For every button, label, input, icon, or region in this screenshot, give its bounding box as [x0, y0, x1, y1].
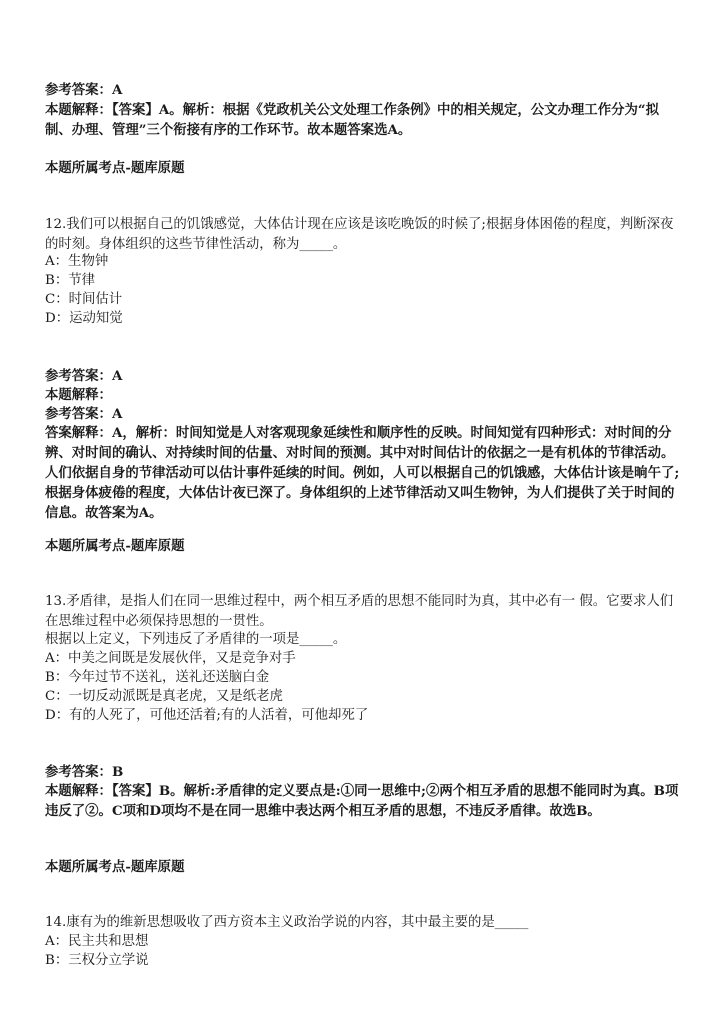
q13-option-d: D：有的人死了，可他还活着;有的人活着，可他却死了	[45, 708, 369, 723]
q13-option-c: C：一切反动派既是真老虎，又是纸老虎	[45, 689, 283, 704]
q12-option-d: D：运动知觉	[45, 311, 123, 326]
q12-source: 本题所属考点-题库原题	[45, 538, 185, 554]
q12-question: 12.我们可以根据自己的饥饿感觉，大体估计现在应该是该吃晚饭的时候了;根据身体困倦的程度，判断深夜的时刻。身体组织的这些节律性活动，称为_____。	[45, 217, 674, 252]
q13-explanation: 本题解释：【答案】B。解析:矛盾律的定义要点是:①同一思维中;②两个相互矛盾的思想不能同时为真。B项违反了②。C项和D项均不是在同一思维中表达两个相互矛盾的思想，不违反矛盾律。故选B。	[45, 783, 679, 819]
q14-question: 14.康有为的维新思想吸收了西方资本主义政治学说的内容，其中最主要的是_____	[45, 915, 529, 930]
q13-answer: 参考答案：B	[45, 764, 124, 780]
q11-source: 本题所属考点-题库原题	[45, 160, 185, 176]
q13-option-b: B：今年过节不送礼，送礼还送脑白金	[45, 670, 270, 685]
q12-explanation-label: 本题解释：	[45, 387, 112, 403]
q12-option-b: B：节律	[45, 273, 96, 288]
q14-option-b: B：三权分立学说	[45, 953, 149, 968]
q12-option-a: A：生物钟	[45, 254, 109, 269]
q13-source: 本题所属考点-题库原题	[45, 859, 185, 875]
q12-answer: 参考答案：A	[45, 368, 123, 384]
q13-prompt: 根据以上定义，下列违反了矛盾律的一项是_____。	[45, 632, 347, 647]
q11-answer: 参考答案：A	[45, 82, 123, 98]
q12-answer-repeat: 参考答案：A	[45, 406, 123, 422]
q11-explanation: 本题解释：【答案】A。解析：根据《党政机关公文处理工作条例》中的相关规定，公文办理工作分为“拟制、办理、管理”三个衔接有序的工作环节。故本题答案选A。	[45, 102, 659, 138]
q14-option-a: A：民主共和思想	[45, 934, 149, 949]
q13-option-a: A：中美之间既是发展伙伴，又是竞争对手	[45, 651, 296, 666]
q12-option-c: C：时间估计	[45, 292, 123, 307]
q13-question: 13.矛盾律，是指人们在同一思维过程中，两个相互矛盾的思想不能同时为真，其中必有一 假。它要求人们在思维过程中必须保持思想的一贯性。	[45, 594, 674, 629]
q12-explanation: 答案解释：A，解析：时间知觉是人对客观现象延续性和顺序性的反映。时间知觉有四种形式：对时间的分辨、对时间的确认、对持续时间的估量、对时间的预测。其中对时间估计的依据之一是有机体的节律活动。人们依据自身的节律活动可以估计事件延续的时间。例如，人可以根据自己的饥饿感，大体估计该是晌午了;根据身体疲倦的程度，大体估计夜已深了。身体组织的上述节律活动又叫生物钟，为人们提供了关于时间的信息。故答案为A。	[45, 425, 680, 521]
